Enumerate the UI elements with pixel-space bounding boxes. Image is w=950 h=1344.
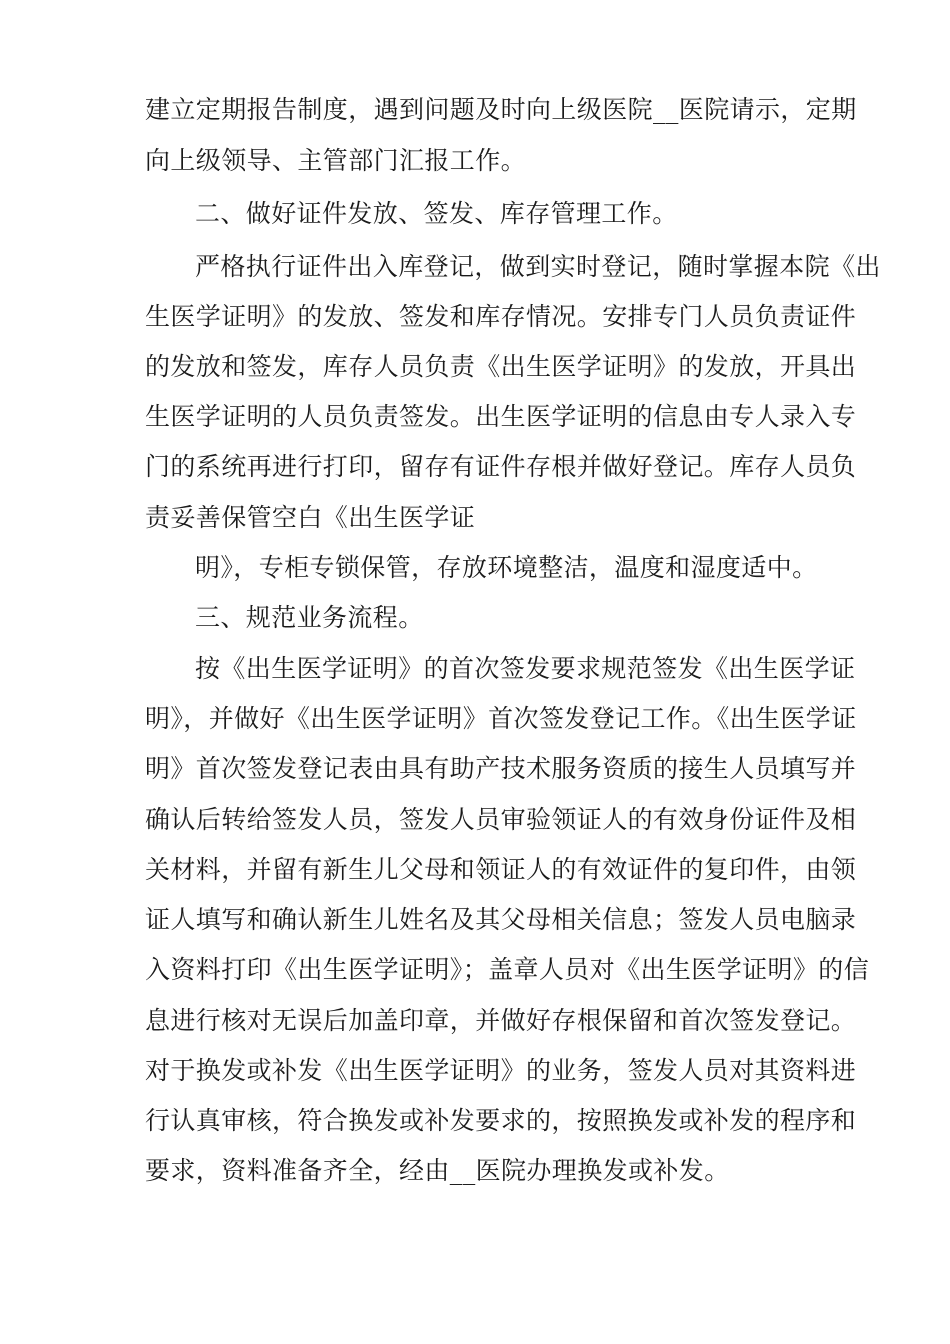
text-line: 按《出生医学证明》的首次签发要求规范签发《出生医学证: [195, 654, 856, 683]
text-line: 明》，并做好《出生医学证明》首次签发登记工作。《出生医学证: [145, 704, 857, 733]
text-line: 建立定期报告制度，遇到问题及时向上级医院__医院请示，定期: [145, 95, 857, 124]
text-line: 门的系统再进行打印，留存有证件存根并做好登记。库存人员负: [145, 452, 857, 481]
section-heading: 三、规范业务流程。: [195, 603, 424, 632]
text-line: 入资料打印《出生医学证明》；盖章人员对《出生医学证明》的信: [145, 955, 870, 984]
text-line: 行认真审核，符合换发或补发要求的，按照换发或补发的程序和: [145, 1106, 857, 1135]
text-line: 关材料，并留有新生儿父母和领证人的有效证件的复印件，由领: [145, 855, 857, 884]
text-line: 的发放和签发，库存人员负责《出生医学证明》的发放，开具出: [145, 352, 857, 381]
text-line: 明》，专柜专锁保管，存放环境整洁，温度和湿度适中。: [195, 553, 818, 582]
text-line: 要求，资料准备齐全，经由__医院办理换发或补发。: [145, 1156, 730, 1185]
text-line: 确认后转给签发人员，签发人员审验领证人的有效身份证件及相: [145, 805, 857, 834]
text-line: 严格执行证件出入库登记，做到实时登记，随时掌握本院《出: [195, 252, 881, 281]
text-line: 生医学证明的人员负责签发。出生医学证明的信息由专人录入专: [145, 402, 857, 431]
text-line: 对于换发或补发《出生医学证明》的业务，签发人员对其资料进: [145, 1056, 857, 1085]
text-line: 向上级领导、主管部门汇报工作。: [145, 146, 527, 175]
text-line: 证人填写和确认新生儿姓名及其父母相关信息；签发人员电脑录: [145, 905, 857, 934]
text-line: 息进行核对无误后加盖印章，并做好存根保留和首次签发登记。: [145, 1006, 857, 1035]
text-line: 责妥善保管空白《出生医学证: [145, 503, 476, 532]
text-line: 生医学证明》的发放、签发和库存情况。安排专门人员负责证件: [145, 302, 857, 331]
text-line: 明》首次签发登记表由具有助产技术服务资质的接生人员填写并: [145, 754, 857, 783]
section-heading: 二、做好证件发放、签发、库存管理工作。: [195, 199, 678, 228]
